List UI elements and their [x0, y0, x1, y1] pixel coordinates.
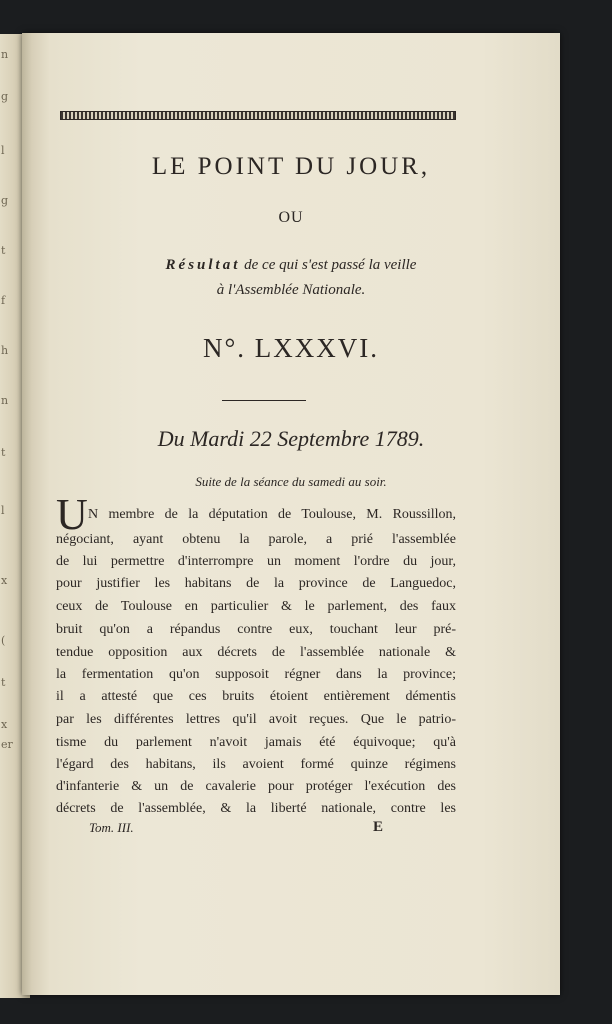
left-page-mark: f [1, 294, 6, 307]
body-line: d'infanterie & un de cavalerie pour protéger l'exécution des [56, 779, 456, 794]
body-line: l'égard des habitans, ils avoient formé quinze régimens [56, 757, 456, 772]
left-page-mark: er [1, 738, 13, 751]
left-page-mark: x [1, 718, 8, 731]
body-line: il a attesté que ces bruits étoient entièrement démentis [56, 689, 456, 704]
left-page-mark: x [1, 574, 8, 587]
section-heading: Suite de la séance du samedi au soir. [195, 474, 387, 489]
subtitle-line1-rest: de ce qui s'est passé la veille [240, 257, 417, 273]
body-line: de lui permettre d'interrompre un moment l'ordre du jour, [56, 554, 456, 569]
body-line: bruit qu'on a répandus contre eux, touchant leur pré- [56, 622, 456, 637]
body-line: pour justifier les habitans de la province de Languedoc, [56, 576, 456, 591]
body-line: négociant, ayant obtenu la parole, a prié l'assemblée [56, 532, 456, 547]
body-line: par les différentes lettres qu'il avoit reçues. Que le patrio- [56, 712, 456, 727]
left-page-mark: n [1, 48, 9, 61]
body-line: ceux de Toulouse en particulier & le parlement, des faux [56, 599, 456, 614]
left-page-mark: t [1, 244, 6, 257]
page-title: LE POINT DU JOUR, [151, 153, 431, 180]
left-page-mark: t [1, 676, 6, 689]
subtitle [22, 253, 560, 303]
left-page-mark: g [1, 90, 9, 103]
drop-cap: U [56, 490, 88, 539]
divider [222, 400, 306, 401]
document-page [22, 33, 560, 995]
body-line: N membre de la députation de Toulouse, M. Roussillon, [88, 507, 456, 522]
issue-date: Du Mardi 22 Septembre 1789. [157, 426, 425, 451]
title-connector: OU [278, 209, 304, 226]
issue-number: N°. LXXXVI. [202, 333, 380, 363]
volume-mark: Tom. III. [89, 820, 134, 835]
body-line: la fermentation qu'on supposoit régner dans la province; [56, 667, 456, 682]
left-page-mark: h [1, 344, 9, 357]
left-page-mark: ( [1, 634, 6, 647]
subtitle-line2: à l'Assemblée Nationale. [216, 282, 366, 298]
left-page-mark: n [1, 394, 9, 407]
left-page-mark: t [1, 446, 6, 459]
ornamental-rule [60, 111, 456, 120]
body-line: décrets de l'assemblée, & la liberté nationale, contre les [56, 801, 456, 816]
signature-mark: E [373, 819, 384, 835]
left-page-mark: g [1, 194, 9, 207]
body-line: tisme du parlement n'avoit jamais été équivoque; qu'à [56, 735, 456, 750]
subtitle-lead: Résultat [165, 257, 241, 273]
body-line: tendue opposition aux décrets de l'assemblée nationale & [56, 645, 456, 660]
left-page-mark: l [1, 144, 5, 157]
left-page-mark: l [1, 504, 5, 517]
